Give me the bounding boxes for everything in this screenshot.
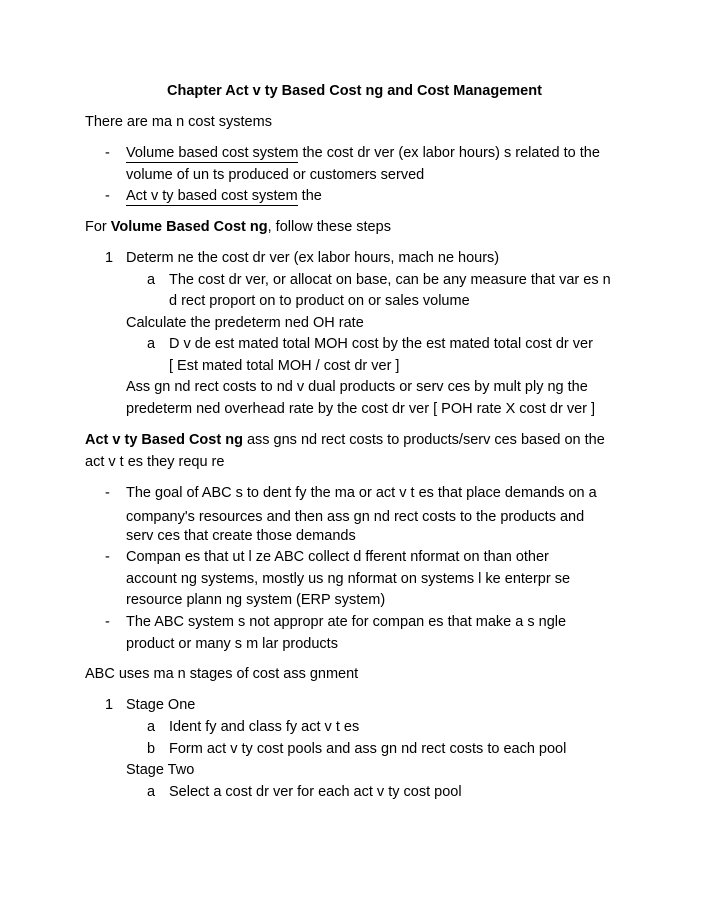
stage-one: Stage One <box>126 697 196 713</box>
bullet-dash: - <box>105 485 110 501</box>
paragraph-abc-definition-cont: act v t es they requ re <box>85 454 225 470</box>
bold-volume-based-costing: Volume Based Cost ng <box>110 219 268 235</box>
bullet-activity-based <box>126 187 322 205</box>
bullet-dash: - <box>105 549 110 565</box>
list-letter: a <box>147 272 156 288</box>
volume-based-desc: the cost dr ver (ex labor hours) s related to the <box>298 145 600 161</box>
abc-bullet-2-cont2: resource plann ng system (ERP system) <box>126 592 386 608</box>
activity-based-desc: the <box>297 188 322 204</box>
list-letter: a <box>147 336 156 352</box>
list-letter: a <box>147 719 156 735</box>
bullet-volume-based-cont: volume of un ts produced or customers served <box>126 167 425 183</box>
bullet-dash: - <box>105 145 110 161</box>
list-number: 1 <box>105 697 114 713</box>
step-2a: D v de est mated total MOH cost by the est mated total cost dr ver <box>169 336 593 352</box>
list-letter: b <box>147 741 156 757</box>
paragraph-abc-uses: ABC uses ma n stages of cost ass gnment <box>85 666 359 682</box>
stage-one-b: Form act v ty cost pools and ass gn nd rect costs to each pool <box>169 741 567 757</box>
step-2: Calculate the predeterm ned OH rate <box>126 315 364 331</box>
paragraph-abc-definition: Act v ty Based Cost ng ass gns nd rect costs to products/serv ces based on the <box>85 432 605 448</box>
stage-two: Stage Two <box>126 762 195 778</box>
list-letter: a <box>147 784 156 800</box>
abc-bullet-2-cont: account ng systems, mostly us ng nformat on systems l ke enterpr se <box>126 571 571 587</box>
abc-bullet-1-cont: company's resources and then ass gn nd rect costs to the products and <box>126 509 585 525</box>
step-3: Ass gn nd rect costs to nd v dual products or serv ces by mult ply ng the <box>126 379 588 395</box>
stage-two-a: Select a cost dr ver for each act v ty cost pool <box>169 784 462 800</box>
bold-activity-based-costing: Act v ty Based Cost ng <box>85 432 243 448</box>
step-1a: The cost dr ver, or allocat on base, can be any measure that var es n <box>169 272 611 288</box>
abc-bullet-3-cont: product or many s m lar products <box>126 636 338 652</box>
abc-bullet-3: The ABC system s not appropr ate for compan es that make a s ngle <box>126 614 567 630</box>
abc-bullet-1: The goal of ABC s to dent fy the ma or act v t es that place demands on a <box>126 485 597 501</box>
page-title: Chapter Act v ty Based Cost ng and Cost Management <box>167 83 542 99</box>
abc-bullet-2: Compan es that ut l ze ABC collect d fferent nformat on than other <box>126 549 549 565</box>
paragraph-intro: There are ma n cost systems <box>85 114 272 130</box>
bullet-dash: - <box>105 188 110 204</box>
bullet-dash: - <box>105 614 110 630</box>
step-2a-cont: [ Est mated total MOH / cost dr ver ] <box>169 358 400 374</box>
abc-bullet-1-cont2: serv ces that create those demands <box>126 528 356 544</box>
bullet-volume-based <box>126 144 600 162</box>
step-3-cont: predeterm ned overhead rate by the cost dr ver [ POH rate X cost dr ver ] <box>126 401 596 417</box>
term-activity-based: Act v ty based cost system <box>126 188 298 204</box>
step-1: Determ ne the cost dr ver (ex labor hours, mach ne hours) <box>126 250 500 266</box>
stage-one-a: Ident fy and class fy act v t es <box>169 719 360 735</box>
list-number: 1 <box>105 250 114 266</box>
step-1a-cont: d rect proport on to product on or sales volume <box>169 293 470 309</box>
paragraph-volume-steps: For Volume Based Cost ng, follow these steps <box>85 219 391 235</box>
term-volume-based: Volume based cost system <box>126 145 299 161</box>
